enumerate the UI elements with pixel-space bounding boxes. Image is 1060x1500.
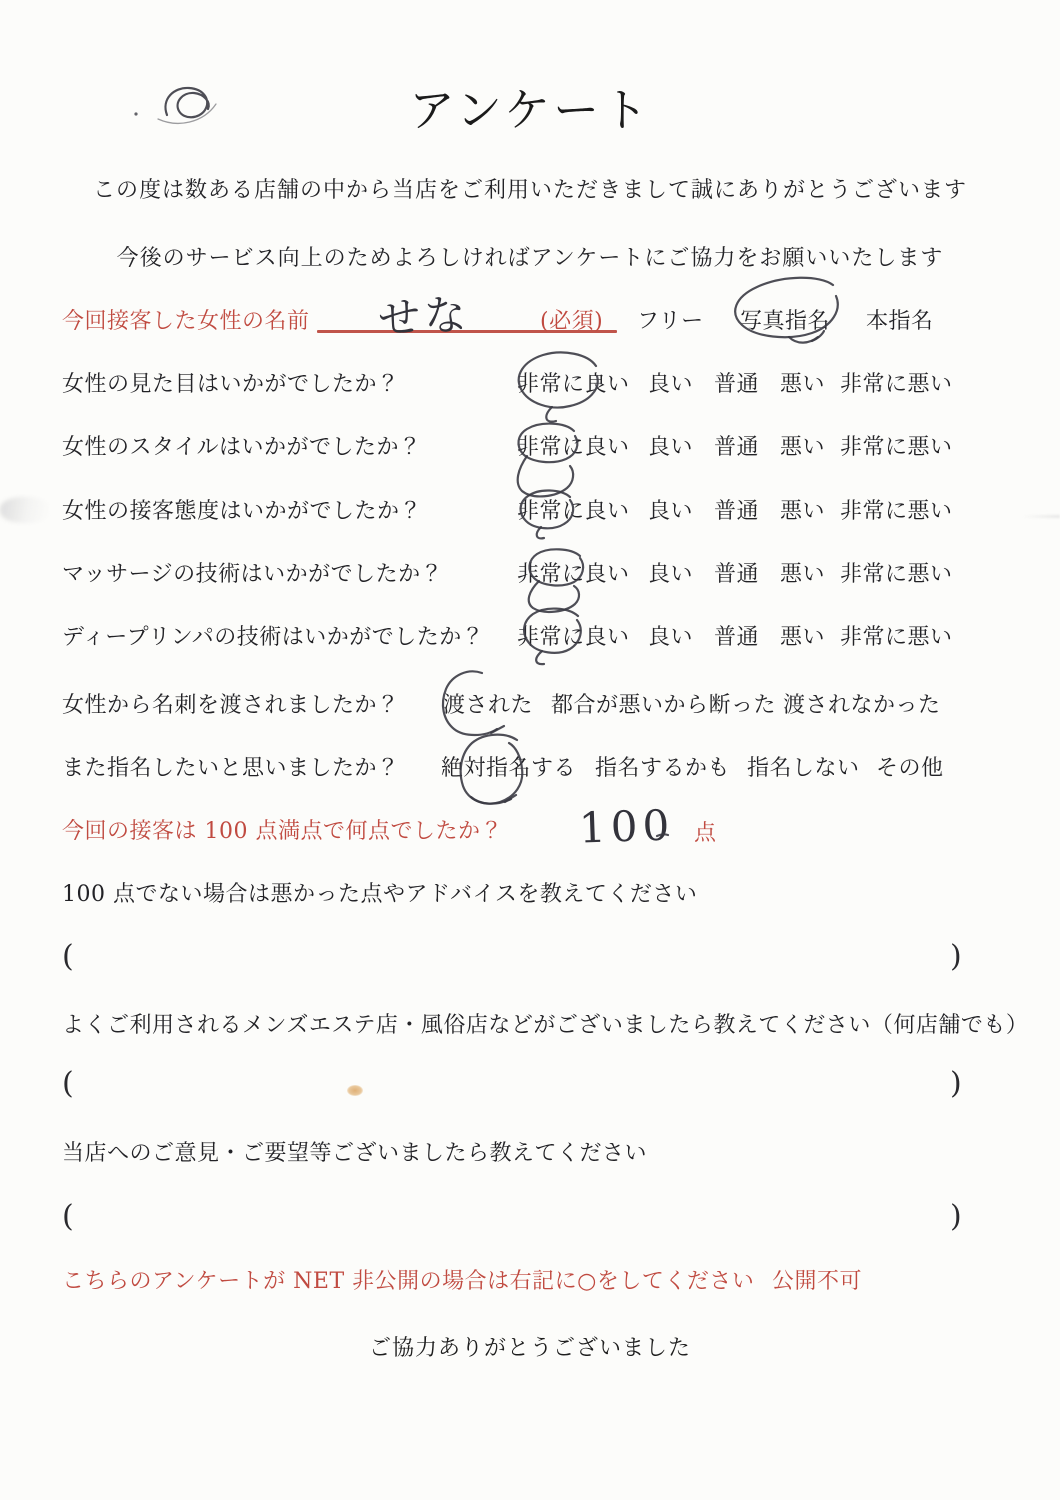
other-shops-question-label: よくご利用されるメンズエステ店・風俗店などがございましたら教えてください（何店舗でも） [62, 1013, 1029, 1038]
question-deep-lymph-skill: ディープリンパの技術はいかがでしたか？ [62, 625, 485, 650]
advice-question-label: 100 点でない場合は悪かった点やアドバイスを教えてください [62, 882, 698, 907]
name-option-photo-shimei: 写真指名 [740, 309, 831, 334]
option-bad: 悪い [780, 372, 826, 397]
option-very-bad: 非常に悪い [840, 625, 953, 650]
option-very-good: 非常に良い [517, 372, 630, 397]
option-very-bad: 非常に悪い [840, 499, 953, 524]
handwritten-name: せな [376, 289, 472, 344]
option-good: 良い [648, 625, 694, 650]
question-looks: 女性の見た目はいかがでしたか？ [62, 372, 400, 397]
shop-feedback-question-label: 当店へのご意見・ご要望等ございましたら教えてください [62, 1141, 648, 1166]
option-normal: 普通 [714, 435, 760, 460]
thanks-line: ご協力ありがとうございました [368, 1336, 691, 1361]
option-normal: 普通 [714, 562, 760, 587]
option-other: その他 [876, 756, 944, 781]
option-no-shimei: 指名しない [747, 756, 860, 781]
name-option-hon-shimei: 本指名 [866, 309, 934, 334]
option-very-good: 非常に良い [517, 435, 630, 460]
option-declined: 都合が悪いから断った [551, 693, 777, 718]
handwritten-score: 100 [578, 800, 675, 853]
option-not-received: 渡されなかった [783, 693, 941, 718]
answer-paren-open-3: ( [62, 1199, 74, 1234]
paper-stain [347, 1085, 363, 1096]
option-normal: 普通 [714, 625, 760, 650]
option-good: 良い [648, 435, 694, 460]
option-received: 渡された [443, 693, 534, 718]
score-unit-label: 点 [694, 821, 717, 846]
question-repeat-shimei: また指名したいと思いましたか？ [62, 756, 400, 781]
net-private-label: こちらのアンケートが NET 非公開の場合は右記に○をしてください [62, 1269, 755, 1294]
answer-paren-close-1: ) [950, 939, 962, 974]
page-title: アンケート [408, 83, 652, 137]
name-option-free: フリー [637, 309, 704, 334]
option-bad: 悪い [780, 435, 826, 460]
answer-paren-open-1: ( [62, 939, 74, 974]
option-very-good: 非常に良い [517, 499, 630, 524]
intro-line-2: 今後のサービス向上のためよろしければアンケートにご協力をお願いいたします [116, 246, 944, 271]
answer-paren-open-2: ( [62, 1066, 74, 1101]
scan-smudge [0, 497, 50, 523]
question-business-card: 女性から名刺を渡されましたか？ [62, 693, 400, 718]
question-style: 女性のスタイルはいかがでしたか？ [62, 435, 422, 460]
scan-edge-mark [1022, 515, 1060, 518]
option-normal: 普通 [714, 499, 760, 524]
option-bad: 悪い [780, 625, 826, 650]
answer-paren-close-3: ) [950, 1199, 962, 1234]
option-very-good: 非常に良い [517, 625, 630, 650]
option-bad: 悪い [780, 562, 826, 587]
option-normal: 普通 [714, 372, 760, 397]
required-badge: (必須) [540, 309, 604, 334]
option-good: 良い [648, 372, 694, 397]
score-question-label: 今回の接客は 100 点満点で何点でしたか？ [62, 819, 503, 844]
option-very-bad: 非常に悪い [840, 372, 953, 397]
question-massage-skill: マッサージの技術はいかがでしたか？ [62, 562, 444, 587]
option-very-good: 非常に良い [517, 562, 630, 587]
net-private-option: 公開不可 [772, 1269, 863, 1294]
intro-line-1: この度は数ある店舗の中から当店をご利用いただきまして誠にありがとうございます [92, 178, 967, 203]
girl-name-label: 今回接客した女性の名前 [62, 309, 310, 334]
option-definitely-shimei: 絶対指名する [441, 756, 577, 781]
option-bad: 悪い [780, 499, 826, 524]
option-maybe-shimei: 指名するかも [595, 756, 731, 781]
answer-paren-close-2: ) [950, 1066, 962, 1101]
option-very-bad: 非常に悪い [840, 562, 953, 587]
option-very-bad: 非常に悪い [840, 435, 953, 460]
option-good: 良い [648, 562, 694, 587]
option-good: 良い [648, 499, 694, 524]
question-service-attitude: 女性の接客態度はいかがでしたか？ [62, 499, 423, 524]
